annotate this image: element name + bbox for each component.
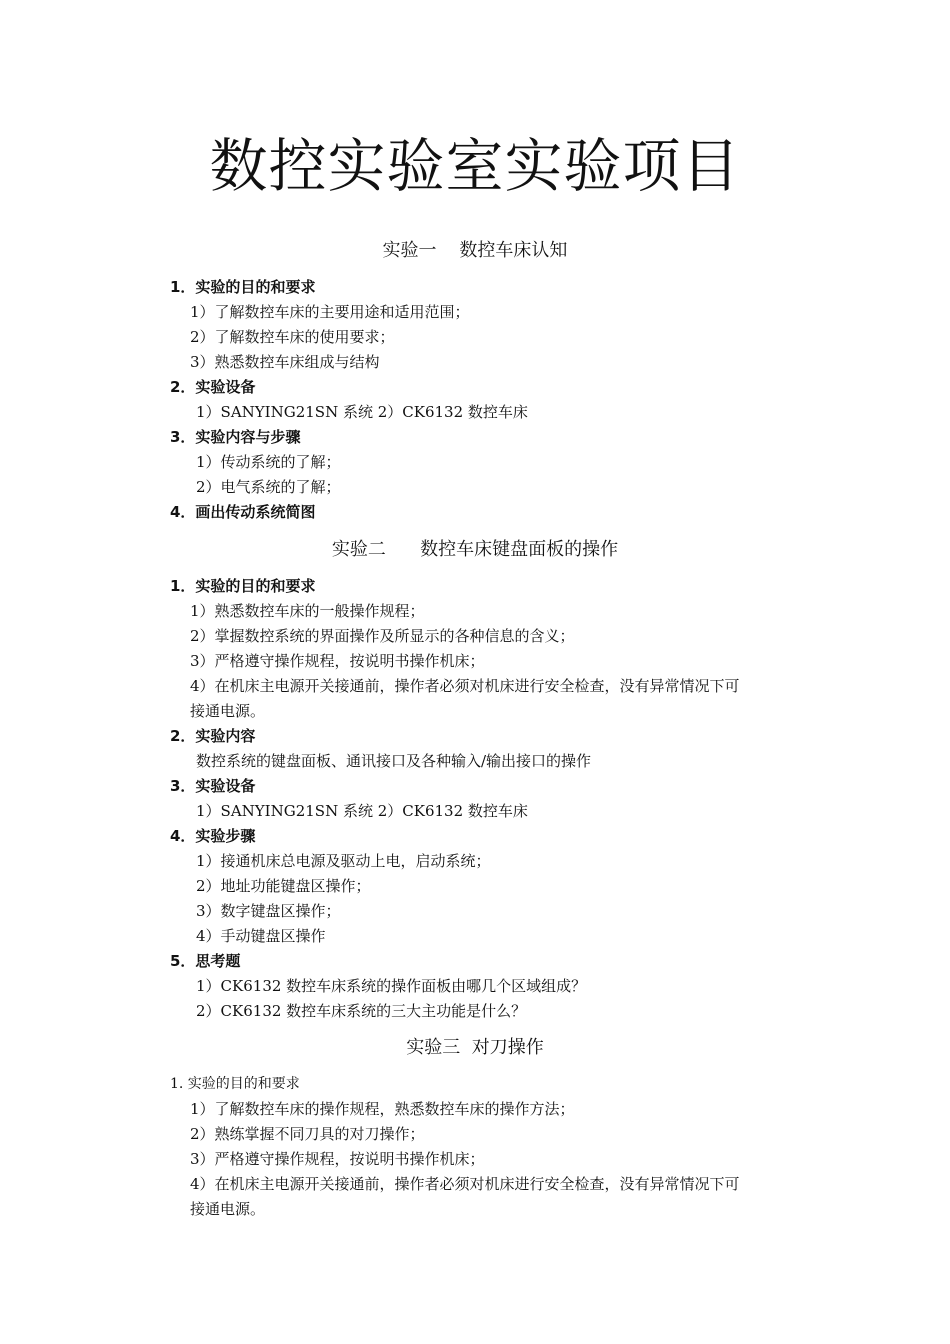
exp2-heading-2: 2．实验内容 xyxy=(170,727,256,745)
exp2-heading-3: 3．实验设备 xyxy=(170,777,256,795)
exp1-heading-3: 3．实验内容与步骤 xyxy=(170,428,301,446)
exp3-item: 接通电源。 xyxy=(190,1200,266,1218)
exp2-item: 4）手动键盘区操作 xyxy=(196,927,326,945)
exp1-item: 1）了解数控车床的主要用途和适用范围； xyxy=(190,303,470,321)
exp2-item: 4）在机床主电源开关接通前，操作者必须对机床进行安全检查，没有异常情况下可 xyxy=(190,677,740,695)
exp1-heading-1: 1．实验的目的和要求 xyxy=(170,278,316,296)
exp2-title: 实验二 数控车床键盘面板的操作 xyxy=(331,539,619,560)
exp1-item: 2）了解数控车床的使用要求； xyxy=(190,328,395,346)
exp2-item: 1）熟悉数控车床的一般操作规程； xyxy=(190,602,425,620)
exp3-heading-1: 1. 实验的目的和要求 xyxy=(170,1076,300,1092)
exp2-item: 2）掌握数控系统的界面操作及所显示的各种信息的含义； xyxy=(190,627,575,645)
exp2-item: 1）CK6132 数控车床系统的操作面板由哪几个区域组成？ xyxy=(196,977,587,995)
exp2-item: 数控系统的键盘面板、通讯接口及各种输入/输出接口的操作 xyxy=(196,752,592,770)
page-title: 数控实验室实验项目 xyxy=(209,132,741,200)
exp2-item: 1）SANYING21SN 系统 2）CK6132 数控车床 xyxy=(196,802,528,820)
exp1-item: 1）传动系统的了解； xyxy=(196,453,341,471)
exp3-item: 2）熟练掌握不同刀具的对刀操作； xyxy=(190,1125,425,1143)
exp1-item: 3）熟悉数控车床组成与结构 xyxy=(190,353,380,371)
exp2-heading-4: 4．实验步骤 xyxy=(170,827,256,845)
exp3-item: 4）在机床主电源开关接通前，操作者必须对机床进行安全检查，没有异常情况下可 xyxy=(190,1175,740,1193)
exp1-item: 1）SANYING21SN 系统 2）CK6132 数控车床 xyxy=(196,403,528,421)
exp2-item: 2）CK6132 数控车床系统的三大主功能是什么？ xyxy=(196,1002,527,1020)
exp1-title: 实验一 数控车床认知 xyxy=(382,240,568,261)
exp2-item: 2）地址功能键盘区操作； xyxy=(196,877,371,895)
exp3-item: 1）了解数控车床的操作规程，熟悉数控车床的操作方法； xyxy=(190,1100,575,1118)
exp1-heading-4: 4．画出传动系统简图 xyxy=(170,503,316,521)
exp1-item: 2）电气系统的了解； xyxy=(196,478,341,496)
exp2-item: 3）严格遵守操作规程，按说明书操作机床； xyxy=(190,652,485,670)
exp3-item: 3）严格遵守操作规程，按说明书操作机床； xyxy=(190,1150,485,1168)
exp2-item: 接通电源。 xyxy=(190,702,266,720)
exp3-title: 实验三 对刀操作 xyxy=(406,1037,544,1058)
exp2-heading-5: 5．思考题 xyxy=(170,952,241,970)
exp1-heading-2: 2．实验设备 xyxy=(170,378,256,396)
exp2-heading-1: 1．实验的目的和要求 xyxy=(170,577,316,595)
exp2-item: 1）接通机床总电源及驱动上电，启动系统； xyxy=(196,852,491,870)
exp2-item: 3）数字键盘区操作； xyxy=(196,902,341,920)
